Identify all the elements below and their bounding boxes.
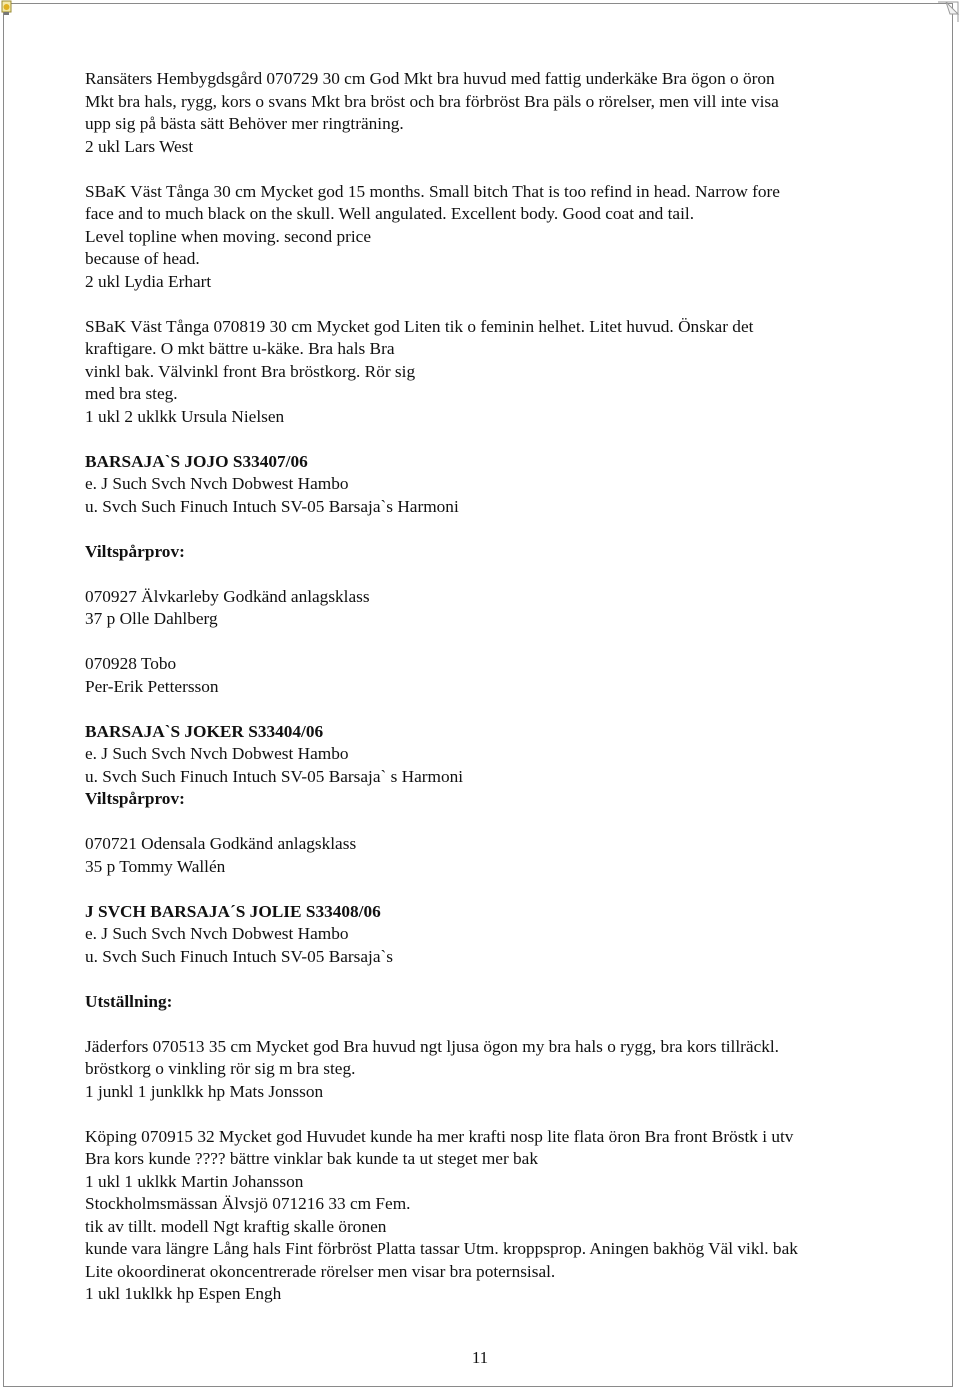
page-number: 11 (471, 1348, 489, 1367)
text-line: 1 ukl 2 uklkk Ursula Nielsen (85, 406, 285, 426)
paragraph-gap (85, 563, 885, 586)
paragraph-gap (85, 698, 885, 721)
paragraph-gap (85, 878, 885, 901)
text-line: 1 ukl 1 uklkk Martin Johansson (85, 1171, 304, 1191)
document-icon (0, 0, 14, 16)
text-line: 1 ukl 1uklkk hp Espen Engh (85, 1284, 282, 1303)
text-line: kunde vara längre Lång hals Fint förbröst Platta tassar Utm. kroppsprop. Aningen bakhög Väl vikl. bak (85, 1239, 798, 1258)
text-line: 070927 Älvkarleby Godkänd anlagsklass (85, 586, 370, 606)
section-heading: BARSAJA`S JOKER S33404/06 (85, 721, 324, 741)
section-heading: Viltspårprov: (85, 541, 185, 561)
text-line: because of head. (85, 249, 200, 268)
paragraph-gap (85, 158, 885, 181)
text-line: med bra steg. (85, 384, 178, 403)
text-line: face and to much black on the skull. Well angulated. Excellent body. Good coat and tail. (85, 204, 695, 223)
text-line: 2 ukl Lydia Erhart (85, 271, 212, 291)
text-line: e. J Such Svch Nvch Dobwest Hambo (85, 474, 349, 493)
text-line: e. J Such Svch Nvch Dobwest Hambo (85, 744, 349, 763)
document-body (85, 68, 885, 1306)
text-line: Bra kors kunde ???? bättre vinklar bak kunde ta ut steget mer bak (85, 1149, 538, 1168)
text-line: u. Svch Such Finuch Intuch SV-05 Barsaja`s (85, 946, 393, 966)
text-line: SBaK Väst Tånga 070819 30 cm Mycket god Liten tik o feminin helhet. Litet huvud. Önskar det (85, 316, 754, 336)
page-curl-icon (936, 0, 960, 24)
paragraph-gap (85, 518, 885, 541)
text-line: vinkl bak. Välvinkl front Bra bröstkorg. Rör sig (85, 361, 416, 381)
paragraph-gap (85, 811, 885, 834)
text-line: Level topline when moving. second price (85, 226, 372, 246)
text-line: bröstkorg o vinkling rör sig m bra steg. (85, 1059, 356, 1078)
text-line: u. Svch Such Finuch Intuch SV-05 Barsaja`s Harmoni (85, 496, 459, 516)
text-line: Mkt bra hals, rygg, kors o svans Mkt bra bröst och bra förbröst Bra päls o rörelser, men vill inte visa (85, 91, 779, 111)
paragraph-gap (85, 428, 885, 451)
text-line: Jäderfors 070513 35 cm Mycket god Bra huvud ngt ljusa ögon my bra hals o rygg, bra kors tillräckl. (85, 1036, 780, 1056)
text-line: Stockholmsmässan Älvsjö 071216 33 cm Fem. (85, 1194, 411, 1213)
text-line: 2 ukl Lars West (85, 136, 194, 156)
text-line: tik av tillt. modell Ngt kraftig skalle öronen (85, 1216, 387, 1236)
text-line: 35 p Tommy Wallén (85, 856, 226, 876)
text-line: e. J Such Svch Nvch Dobwest Hambo (85, 924, 349, 943)
text-line: kraftigare. O mkt bättre u-käke. Bra hals Bra (85, 339, 395, 358)
text-line: Ransäters Hembygdsgård 070729 30 cm God Mkt bra huvud med fattig underkäke Bra ögon o öron (85, 69, 775, 88)
text-line: 070928 Tobo (85, 654, 177, 673)
section-heading: Viltspårprov: (85, 789, 185, 808)
section-heading: BARSAJA`S JOJO S33407/06 (85, 451, 308, 471)
paragraph-gap (85, 631, 885, 654)
text-line: SBaK Väst Tånga 30 cm Mycket god 15 months. Small bitch That is too refind in head. Narrow fore (85, 181, 780, 201)
section-heading: Utställning: (85, 991, 173, 1011)
text-line: upp sig på bästa sätt Behöver mer ringträning. (85, 114, 404, 133)
text-line: 070721 Odensala Godkänd anlagsklass (85, 834, 357, 853)
text-line: Köping 070915 32 Mycket god Huvudet kunde ha mer krafti nosp lite flata öron Bra front Bröstk i utv (85, 1126, 794, 1146)
paragraph-gap (85, 293, 885, 316)
text-line: 1 junkl 1 junklkk hp Mats Jonsson (85, 1081, 324, 1101)
paragraph-gap (85, 968, 885, 991)
text-line: 37 p Olle Dahlberg (85, 609, 218, 628)
paragraph-gap (85, 1013, 885, 1036)
text-line: Lite okoordinerat okoncentrerade rörelser men visar bra poternsisal. (85, 1261, 556, 1281)
text-line: Per-Erik Pettersson (85, 676, 219, 696)
paragraph-gap (85, 1103, 885, 1126)
section-heading: J SVCH BARSAJA´S JOLIE S33408/06 (85, 901, 381, 921)
text-line: u. Svch Such Finuch Intuch SV-05 Barsaja` s Harmoni (85, 766, 464, 786)
